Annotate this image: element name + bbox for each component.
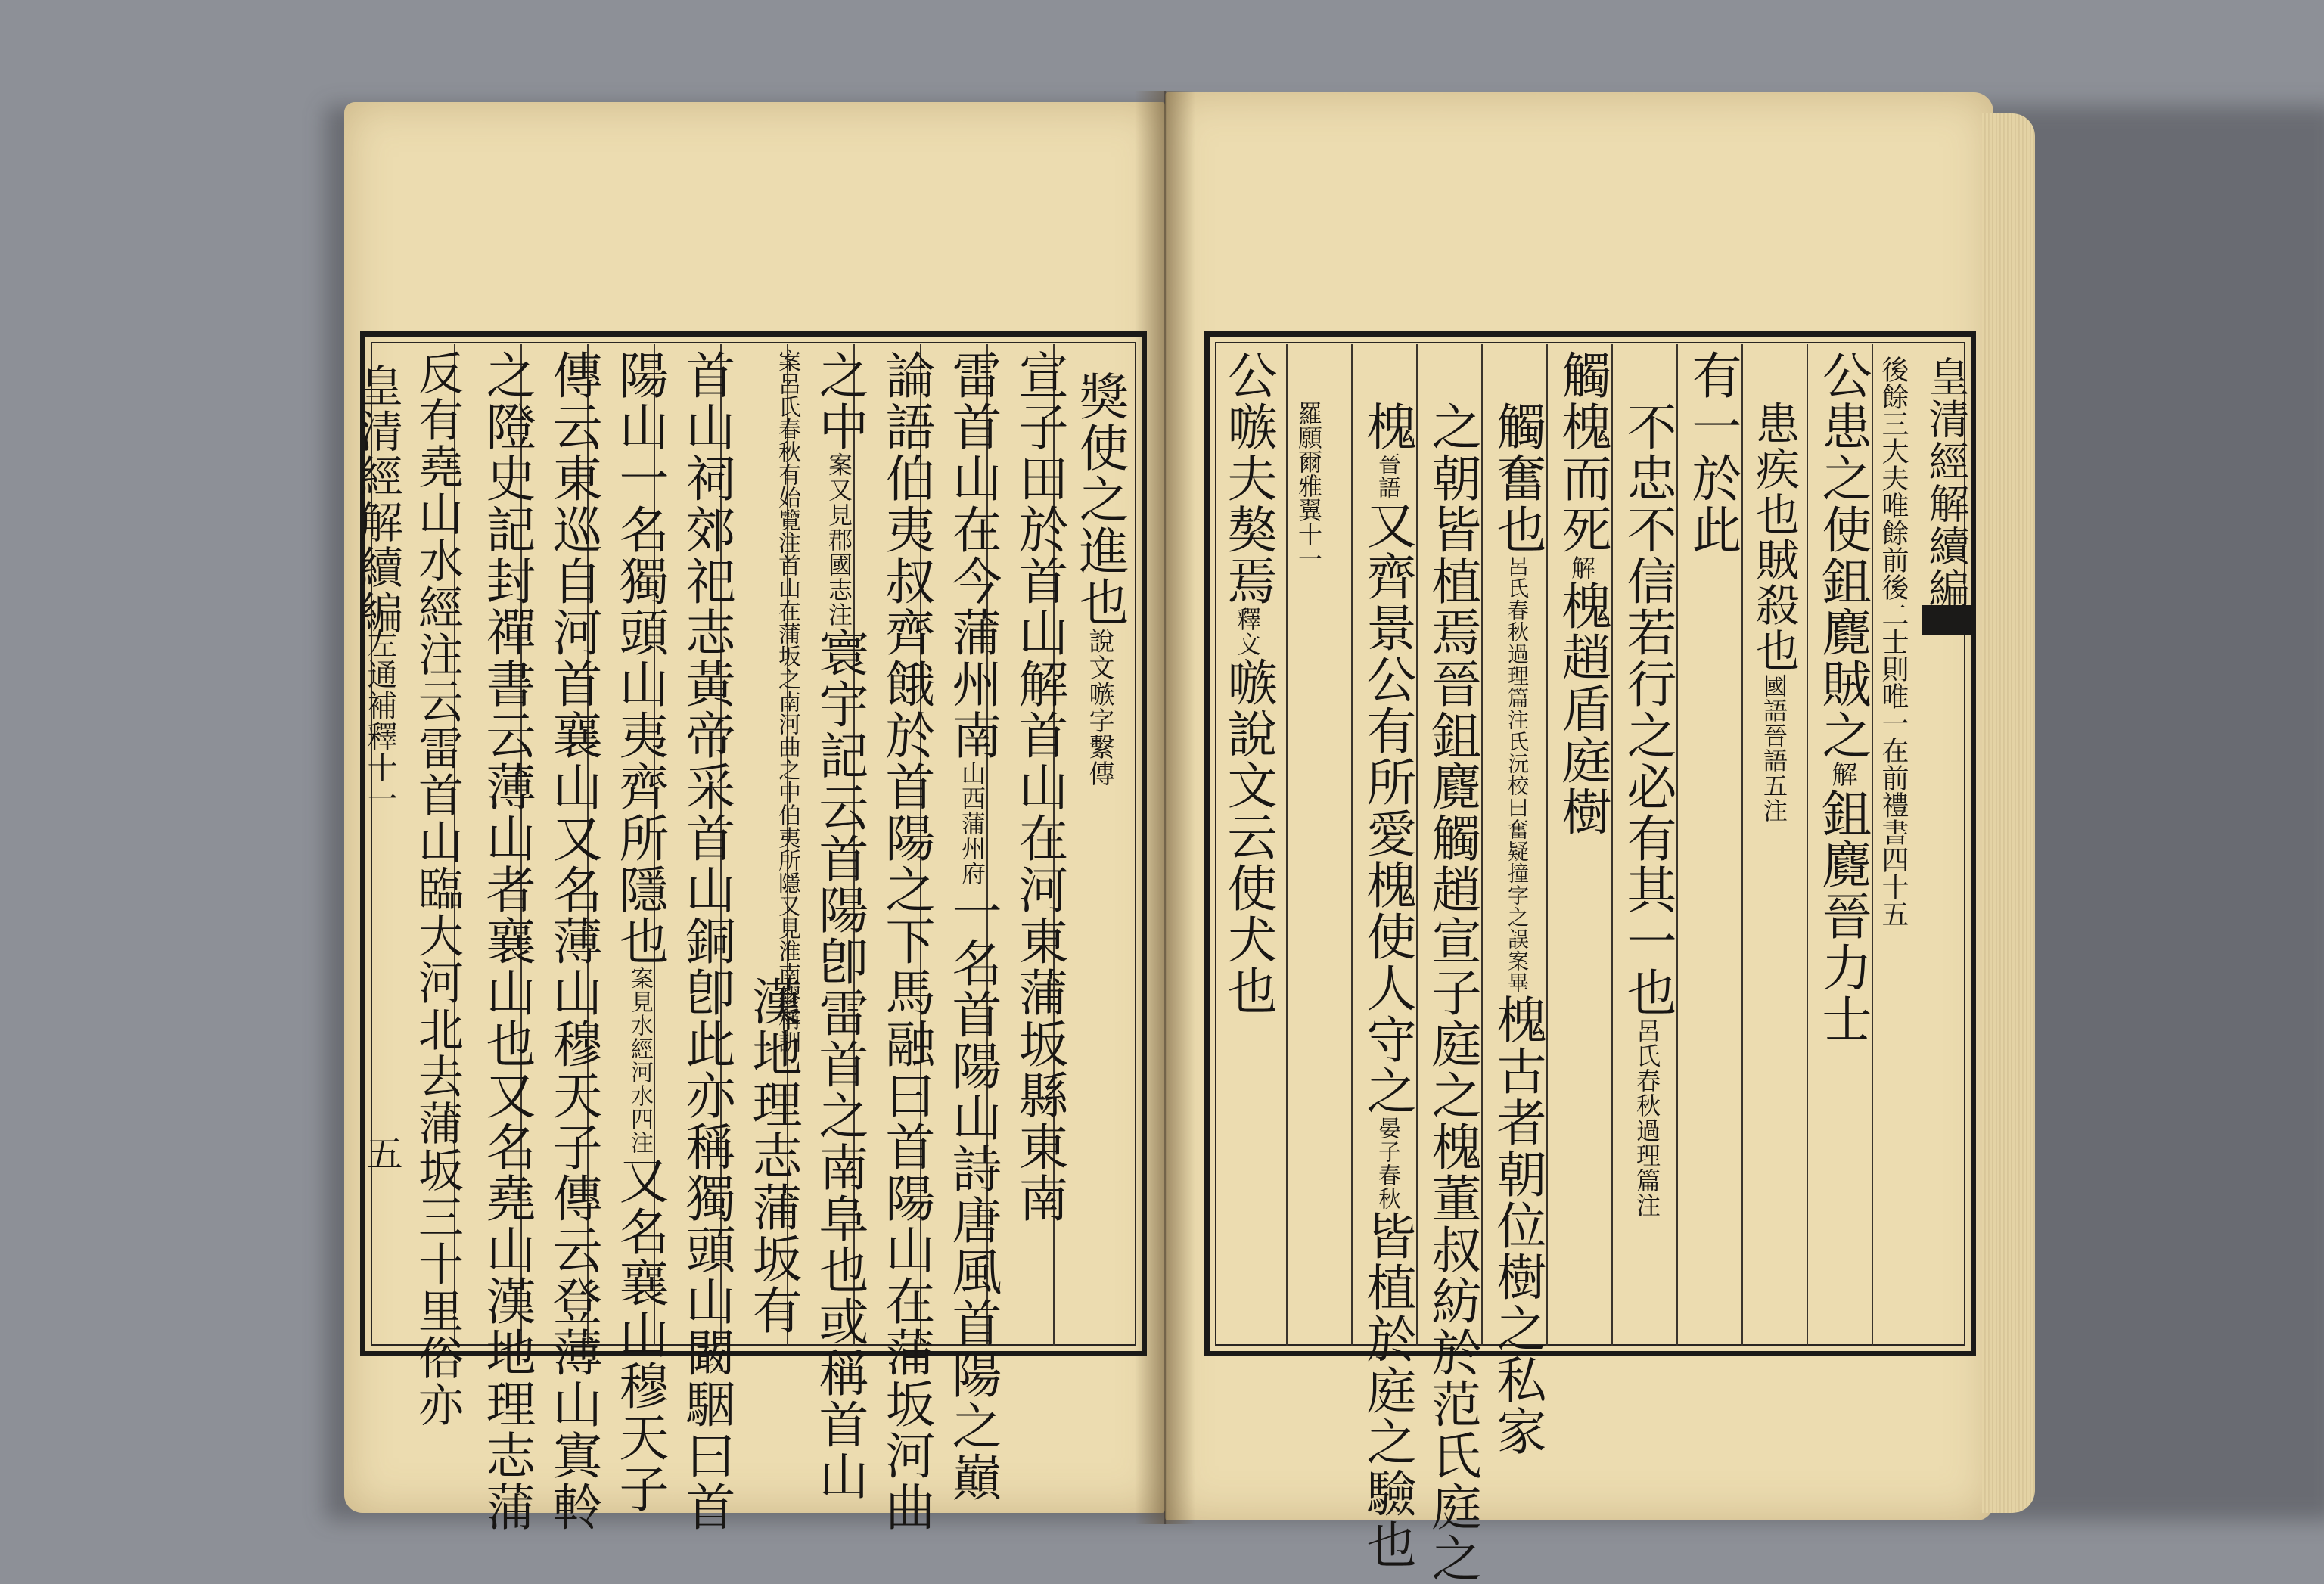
text-column-notes: 後餘三大夫唯餘前後二士則唯一在前禮書四十五 <box>1878 356 1909 927</box>
column-rule <box>1807 344 1808 1346</box>
text-column: 觸奮也呂氏春秋過理篇注氏沅校曰奮疑撞字之誤案畢槐古者朝位樹之私家 <box>1488 401 1546 1457</box>
left-margin-title: 皇清經解續編 <box>352 363 403 635</box>
column-rule <box>1546 344 1548 1346</box>
text-column: 反有堯山水經注云雷首山臨大河北去蒲坂三十里俗亦 <box>411 349 464 1428</box>
text-column: 觸槐而死解槐趙盾庭樹 <box>1553 349 1611 837</box>
text-column: 漢地理志蒲坂有 <box>744 976 802 1336</box>
text-column-notes: 羅願爾雅翼十一 <box>1294 401 1323 570</box>
text-column-notes: 案呂氏春秋有始覽注首山在蒲坂之南河曲之中伯夷所隱又見淮南繆稱訓 <box>774 349 800 1053</box>
text-column: 公患之使鉏麑賊之解鉏麑晉力士 <box>1813 349 1872 1045</box>
text-column: 論語伯夷叔齊餓於首陽之下馬融曰首陽山在蒲坂河曲 <box>877 349 935 1533</box>
margin-tab <box>1922 605 1974 635</box>
text-column: 患疾也賊殺也國語晉語五注 <box>1748 401 1800 823</box>
column-rule <box>1741 344 1743 1346</box>
column-rule <box>1611 344 1613 1346</box>
text-column: 雷首山在今蒲州南山西蒲州府一名首陽山詩唐風首陽之巔 <box>943 349 1002 1503</box>
text-column: 有一於此 <box>1683 349 1741 555</box>
left-folio: 五 <box>360 1135 402 1172</box>
text-column: 槐晉語又齊景公有所愛槐使人守之晏子春秋皆植於庭之驗也 <box>1358 401 1416 1570</box>
text-column: 獎使之進也說文嗾字繫傳 <box>1070 371 1129 787</box>
text-column: 公嗾夫獒焉釋文嗾說文云使犬也 <box>1219 349 1277 1017</box>
column-rule <box>1286 344 1288 1346</box>
column-rule <box>1481 344 1483 1346</box>
text-column: 首山祠郊祀志黃帝采首山銅卽此亦稱獨頭山闞駰曰首 <box>677 349 735 1533</box>
text-column: 之朝皆植焉晉鉏麑觸趙宣子庭之槐董叔紡於范氏庭之 <box>1423 401 1481 1584</box>
text-column: 之隥史記封禪書云薄山者襄山也又名堯山漢地理志蒲 <box>477 349 536 1533</box>
page-edges <box>1982 113 2035 1513</box>
text-column: 之中案又見郡國志注寰宇記云首陽卽雷首之南阜也或稱首山 <box>810 349 868 1502</box>
column-rule <box>1416 344 1418 1346</box>
text-column: 陽山一名獨頭山夷齊所隱也案見水經河水四注又名襄山穆天子 <box>611 349 669 1514</box>
column-rule <box>1676 344 1678 1346</box>
text-column: 傳云東巡自河首襄山又名薄山穆天子傳云登薄山寘軨 <box>544 349 602 1533</box>
column-rule <box>1351 344 1353 1346</box>
left-margin-chapter: 左通補釋十一 <box>362 628 397 814</box>
text-column: 宣子田於首山解首山在河東蒲坂縣東南 <box>1010 349 1068 1224</box>
column-rule <box>1872 344 1873 1346</box>
text-column: 不忠不信若行之必有其一也呂氏春秋過理篇注 <box>1618 401 1676 1218</box>
right-margin-title: 皇清經解續編 <box>1922 356 1970 610</box>
